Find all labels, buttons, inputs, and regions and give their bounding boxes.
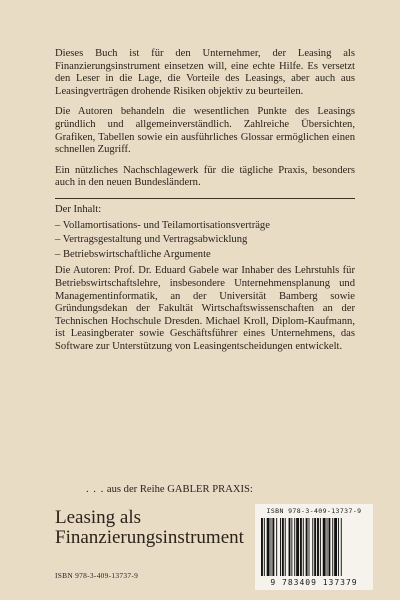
barcode-isbn: ISBN 978-3-409-13737-9 xyxy=(266,507,362,515)
barcode-bar xyxy=(327,518,328,576)
contents-list xyxy=(55,220,355,262)
contents-item: – Betriebswirtschaftliche Argumente xyxy=(55,248,211,260)
barcode-bar xyxy=(289,518,291,576)
barcode-bar xyxy=(272,518,274,576)
barcode-bar xyxy=(280,518,281,576)
barcode-bar xyxy=(276,518,277,576)
text-column xyxy=(55,48,355,361)
barcode-bar xyxy=(296,518,299,576)
blurb-paragraph-1: Dieses Buch ist für den Unternehmer, der Leasing als Finanzierungsinstrument einsetzen will, eine echte Hilfe. Es versetzt den Leser in die Lage, die Vorteile des Leasings, aber auch aus Leasingverträgen drohende Risiken objektiv zu beurteilen. xyxy=(55,48,355,97)
barcode-bar xyxy=(341,518,342,576)
barcode-bar xyxy=(282,518,284,576)
contents-heading: Der Inhalt: xyxy=(55,203,102,215)
title-line-2: Finanzierungsinstrument xyxy=(55,527,244,548)
series-name: aus der Reihe GABLER PRAXIS: xyxy=(106,484,253,495)
barcode-bar xyxy=(303,518,304,576)
barcode-bar xyxy=(285,518,286,576)
barcode-bar xyxy=(323,518,326,576)
barcode-bar xyxy=(309,518,310,576)
blurb-paragraph-2: Die Autoren behandeln die wesentlichen Punkte des Leasings gründlich und allgemeinverständlich. Zahlreiche Übersichten, Grafiken, Tabellen sowie ein ausführliches Glossar ermöglichen einen schnellen Zugriff. xyxy=(55,106,355,156)
contents-item: – Vollamortisations- und Teilamortisationsverträge xyxy=(55,219,270,231)
barcode-bar xyxy=(271,518,272,576)
barcode-bar xyxy=(314,518,316,576)
barcode-bar xyxy=(328,518,330,576)
barcode-bar xyxy=(291,518,292,576)
barcode-bar xyxy=(317,518,319,576)
barcode-bar xyxy=(267,518,270,576)
barcode-box xyxy=(255,504,373,590)
barcode-bar xyxy=(334,518,337,576)
barcode-bar xyxy=(312,518,313,576)
barcode-bars xyxy=(259,518,369,576)
title-line-1: Leasing als xyxy=(55,507,142,528)
barcode-bar xyxy=(264,518,265,576)
barcode-bar xyxy=(338,518,339,576)
barcode-bar xyxy=(261,518,263,576)
barcode-bar xyxy=(332,518,333,576)
barcode-bar xyxy=(320,518,321,576)
blurb-paragraph-3: Ein nützliches Nachschlagewerk für die tägliche Praxis, besonders auch in den neuen Bundesländern. xyxy=(55,164,355,189)
barcode-bar xyxy=(300,518,302,576)
series-ellipsis: . . . xyxy=(86,484,105,495)
contents-item: – Vertragsgestaltung und Vertragsabwicklung xyxy=(55,234,248,246)
barcode-bar xyxy=(294,518,295,576)
isbn-label: ISBN 978-3-409-13737-9 xyxy=(55,571,139,580)
divider xyxy=(55,198,355,199)
barcode-bar xyxy=(306,518,308,576)
authors-paragraph: Die Autoren: Prof. Dr. Eduard Gabele war Inhaber des Lehrstuhls für Betriebswirtschaftslehre, insbesondere Unternehmensplanung und Managementinformatik, an der Universität Bamberg sowie Gründungsdekan der Fakultät Wirtschaftswissenschaften an der Technischen Hochschule Dresden. Michael Kroll, Diplom-Kaufmann, ist Leasingberater sowie Geschäftsführer eines Unternehmens, das Software zur Unterstützung von Leasingentscheidungen entwickelt. xyxy=(55,265,355,352)
series-line xyxy=(86,484,253,496)
barcode-number: 9 783409 137379 xyxy=(270,578,358,587)
